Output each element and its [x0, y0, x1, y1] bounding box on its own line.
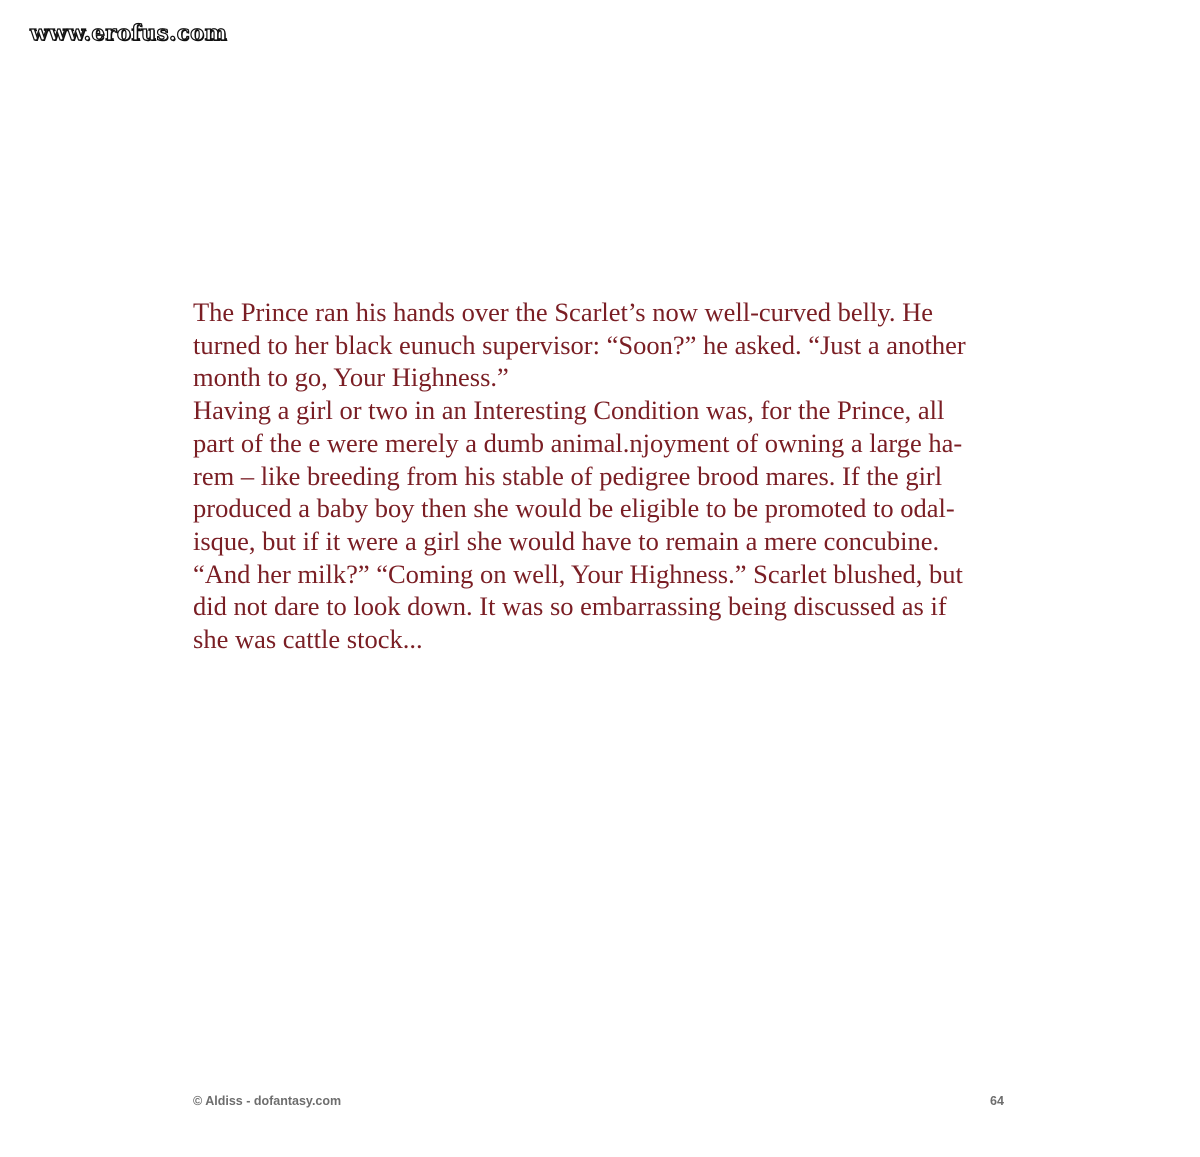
text-line: did not dare to look down. It was so embarrassing being discussed as if — [193, 591, 947, 622]
body-paragraph — [193, 296, 1003, 656]
text-line: rem – like breeding from his stable of pedigree brood mares. If the girl — [193, 460, 943, 491]
text-line: she was cattle stock... — [193, 624, 423, 655]
text-line: turned to her black eunuch supervisor: “Soon?” he asked. “Just a another — [193, 329, 966, 360]
text-line: month to go, Your Highness.” — [193, 362, 509, 393]
text-line: part of the e were merely a dumb animal.njoyment of owning a large ha- — [193, 427, 963, 458]
footer-copyright: © Aldiss - dofantasy.com — [193, 1094, 342, 1108]
watermark-logo: www.erofus.com — [30, 20, 228, 45]
text-line: isque, but if it were a girl she would have to remain a mere concubine. — [193, 525, 940, 556]
text-line: The Prince ran his hands over the Scarlet’s now well-curved belly. He — [193, 297, 934, 327]
text-line: produced a baby boy then she would be eligible to be promoted to odal- — [193, 493, 955, 524]
page-number: 64 — [990, 1094, 1004, 1108]
text-line: “And her milk?” “Coming on well, Your Highness.” Scarlet blushed, but — [193, 558, 963, 589]
text-line: Having a girl or two in an Interesting Condition was, for the Prince, all — [193, 395, 945, 426]
